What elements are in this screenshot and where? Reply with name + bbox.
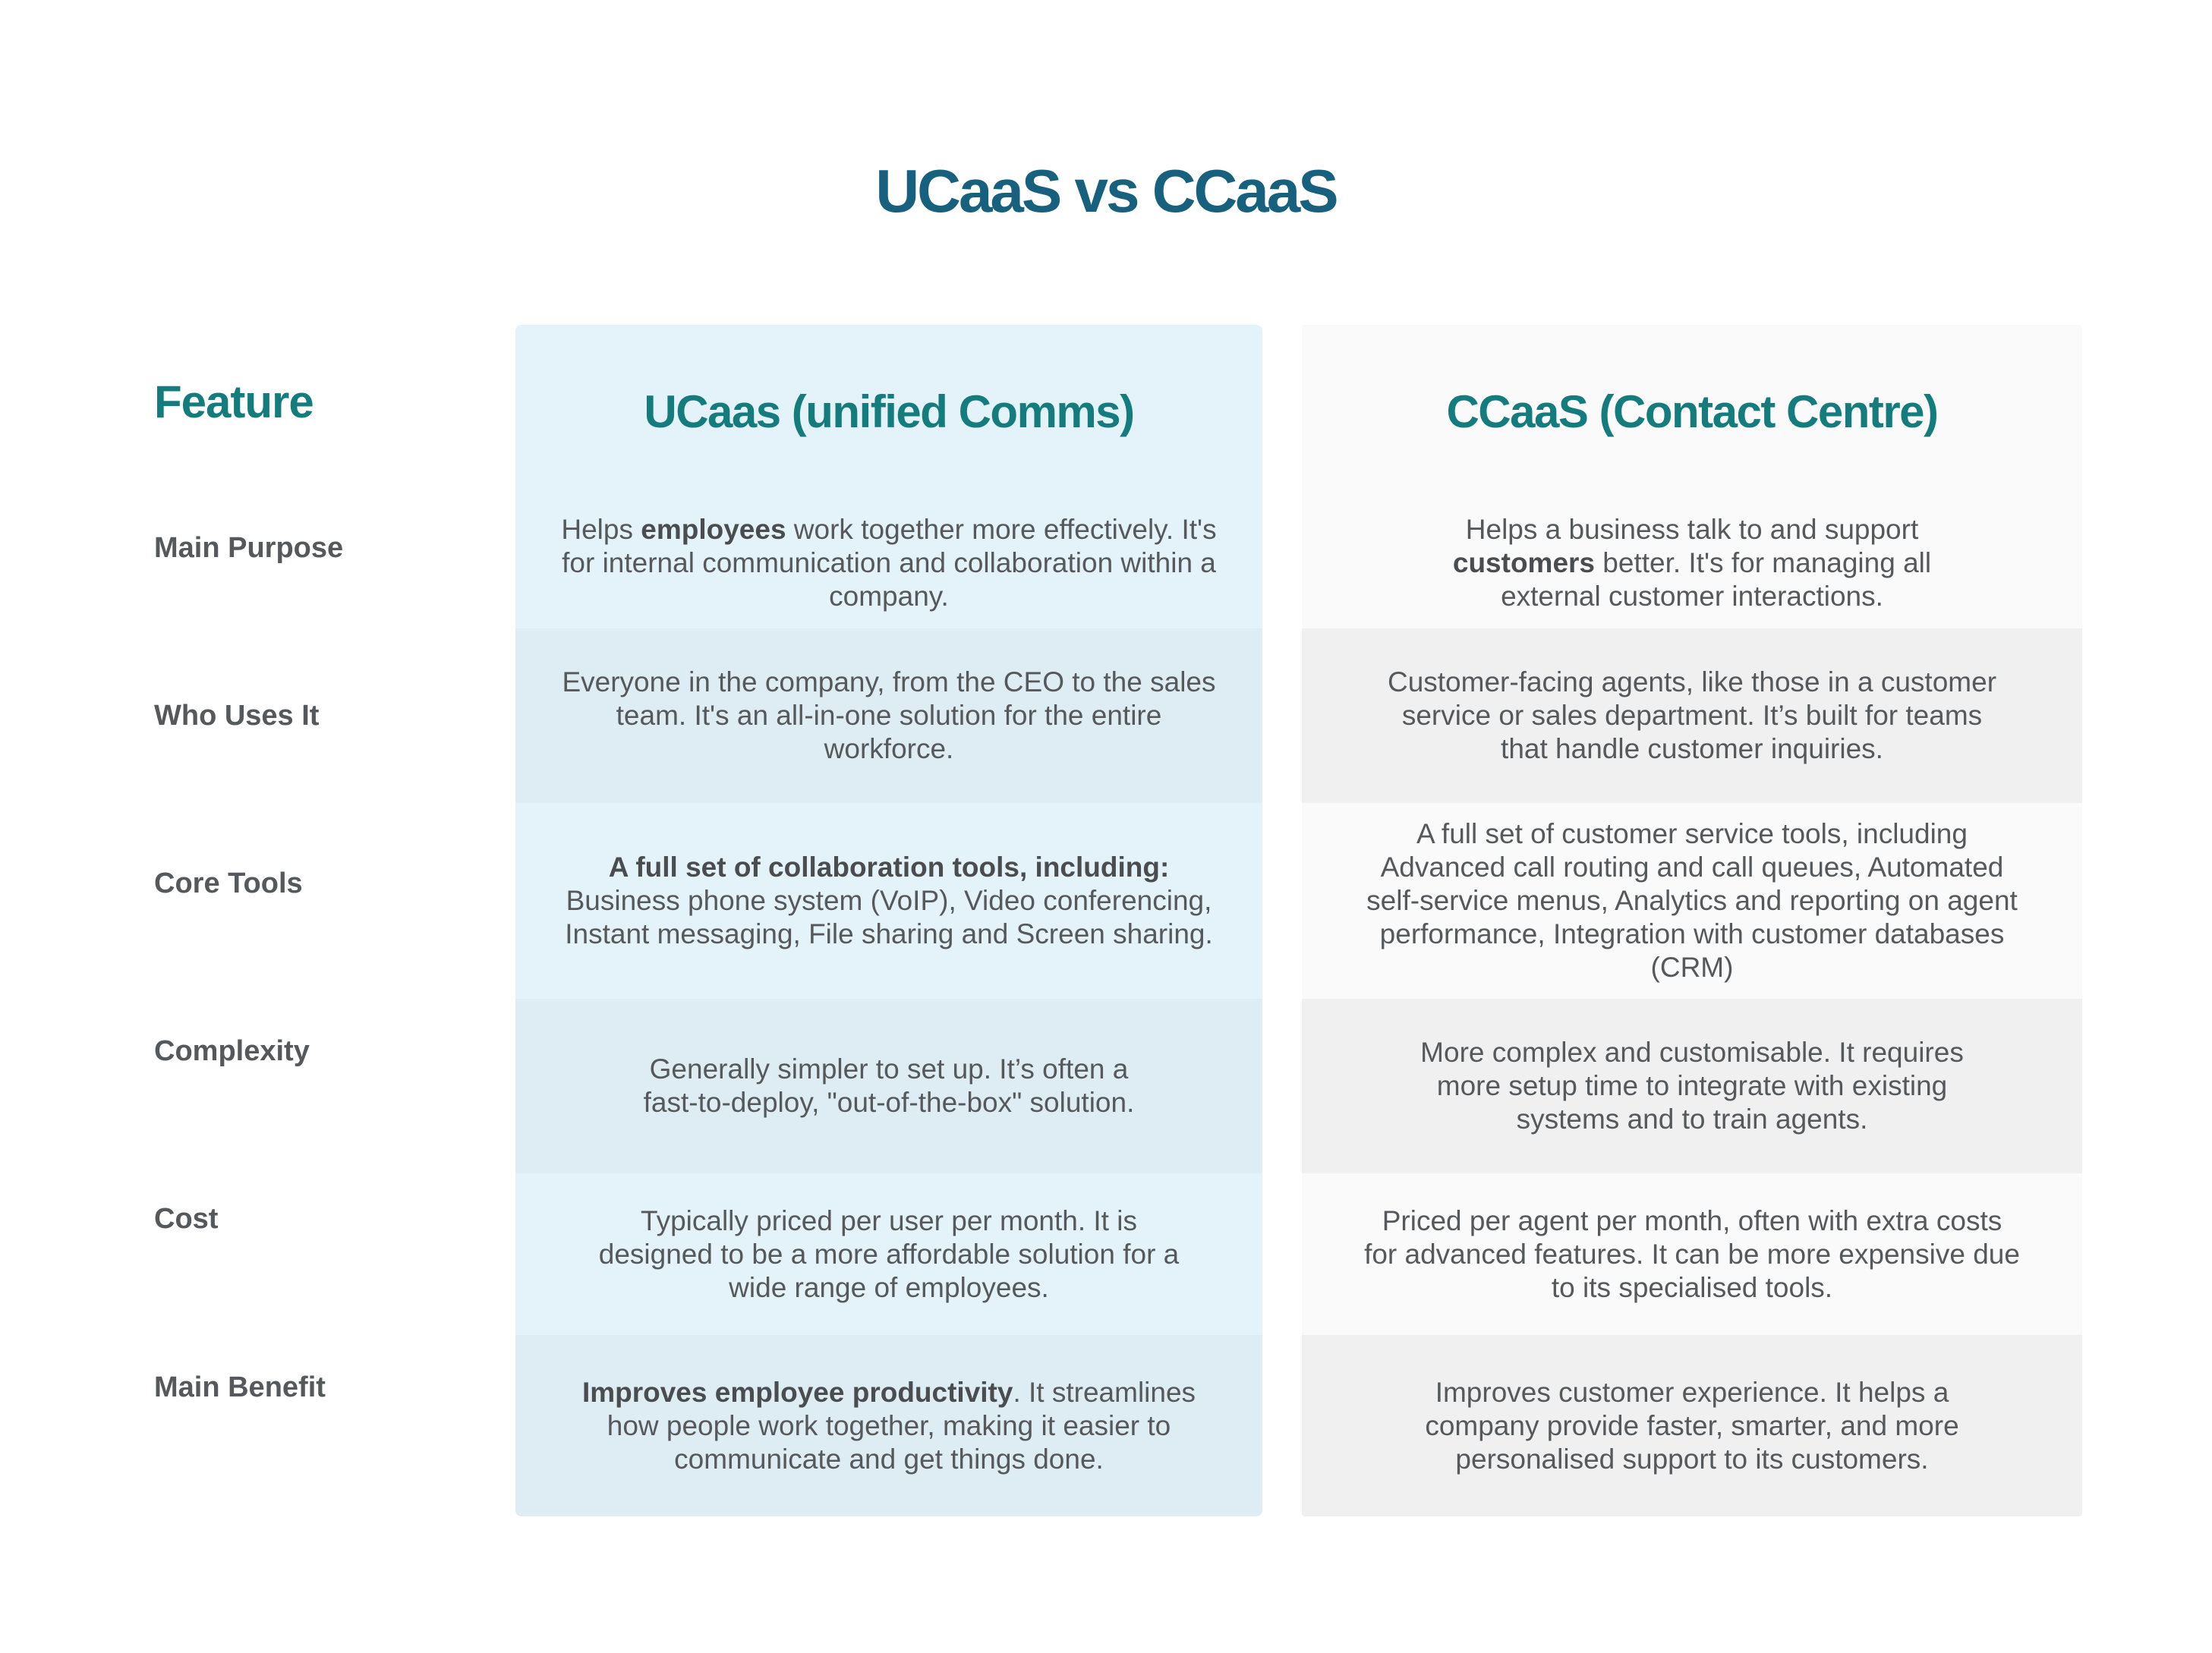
ucaas-core-tools-cell: A full set of collaboration tools, including: Business phone system (VoIP), Video conferencing, Instant messaging, File sharing and Screen sharing.: [565, 852, 1213, 949]
ccaas-who-uses-it-cell: Customer-facing agents, like those in a customer service or sales department. It’s built for teams that handle customer inquiries.: [1387, 666, 1997, 764]
row-label-main-benefit: Main Benefit: [154, 1371, 326, 1403]
row-label-who-uses-it: Who Uses It: [154, 700, 320, 732]
ucaas-complexity-cell: Generally simpler to set up. It’s often a fast-to-deploy, "out-of-the-box" solution.: [643, 1053, 1135, 1118]
ucaas-column: [515, 325, 1262, 1516]
ccaas-main-benefit-cell: Improves customer experience. It helps a company provide faster, smarter, and more personalised support to its customers.: [1425, 1376, 1959, 1475]
ucaas-main-benefit-cell: Improves employee productivity. It streamlines how people work together, making it easier to communicate and get things done.: [581, 1376, 1196, 1475]
ccaas-main-purpose-cell: Helps a business talk to and support customers better. It's for managing all external customer interactions.: [1452, 514, 1932, 612]
ccaas-column-header: CCaaS (Contact Centre): [1446, 386, 1938, 437]
row-label-core-tools: Core Tools: [154, 867, 303, 899]
page-title: UCaaS vs CCaaS: [875, 157, 1337, 225]
ccaas-column: [1302, 325, 2082, 1516]
ccaas-cost-cell: Priced per agent per month, often with extra costs for advanced features. It can be more expensive due to its specialised tools.: [1364, 1204, 2020, 1303]
ucaas-column-header: UCaas (unified Comms): [644, 386, 1134, 437]
row-label-cost: Cost: [154, 1203, 219, 1235]
ucaas-main-purpose-cell: Helps employees work together more effectively. It's for internal communication and collaboration within a company.: [561, 514, 1217, 612]
row-label-main-purpose: Main Purpose: [154, 532, 344, 564]
ucaas-cost-cell: Typically priced per user per month. It is designed to be a more affordable solution for a wide range of employees.: [598, 1204, 1180, 1303]
ccaas-complexity-cell: More complex and customisable. It requires more setup time to integrate with existing systems and to train agents.: [1420, 1037, 1964, 1135]
ccaas-core-tools-cell: A full set of customer service tools, including Advanced call routing and call queues, Automated self-service menus, Analytics and reporting on agent performance, Integration with customer databases (CRM): [1366, 818, 2018, 983]
feature-column-header: Feature: [154, 376, 314, 427]
ucaas-who-uses-it-cell: Everyone in the company, from the CEO to the sales team. It's an all-in-one solution for the entire workforce.: [562, 666, 1216, 764]
row-label-complexity: Complexity: [154, 1035, 310, 1067]
